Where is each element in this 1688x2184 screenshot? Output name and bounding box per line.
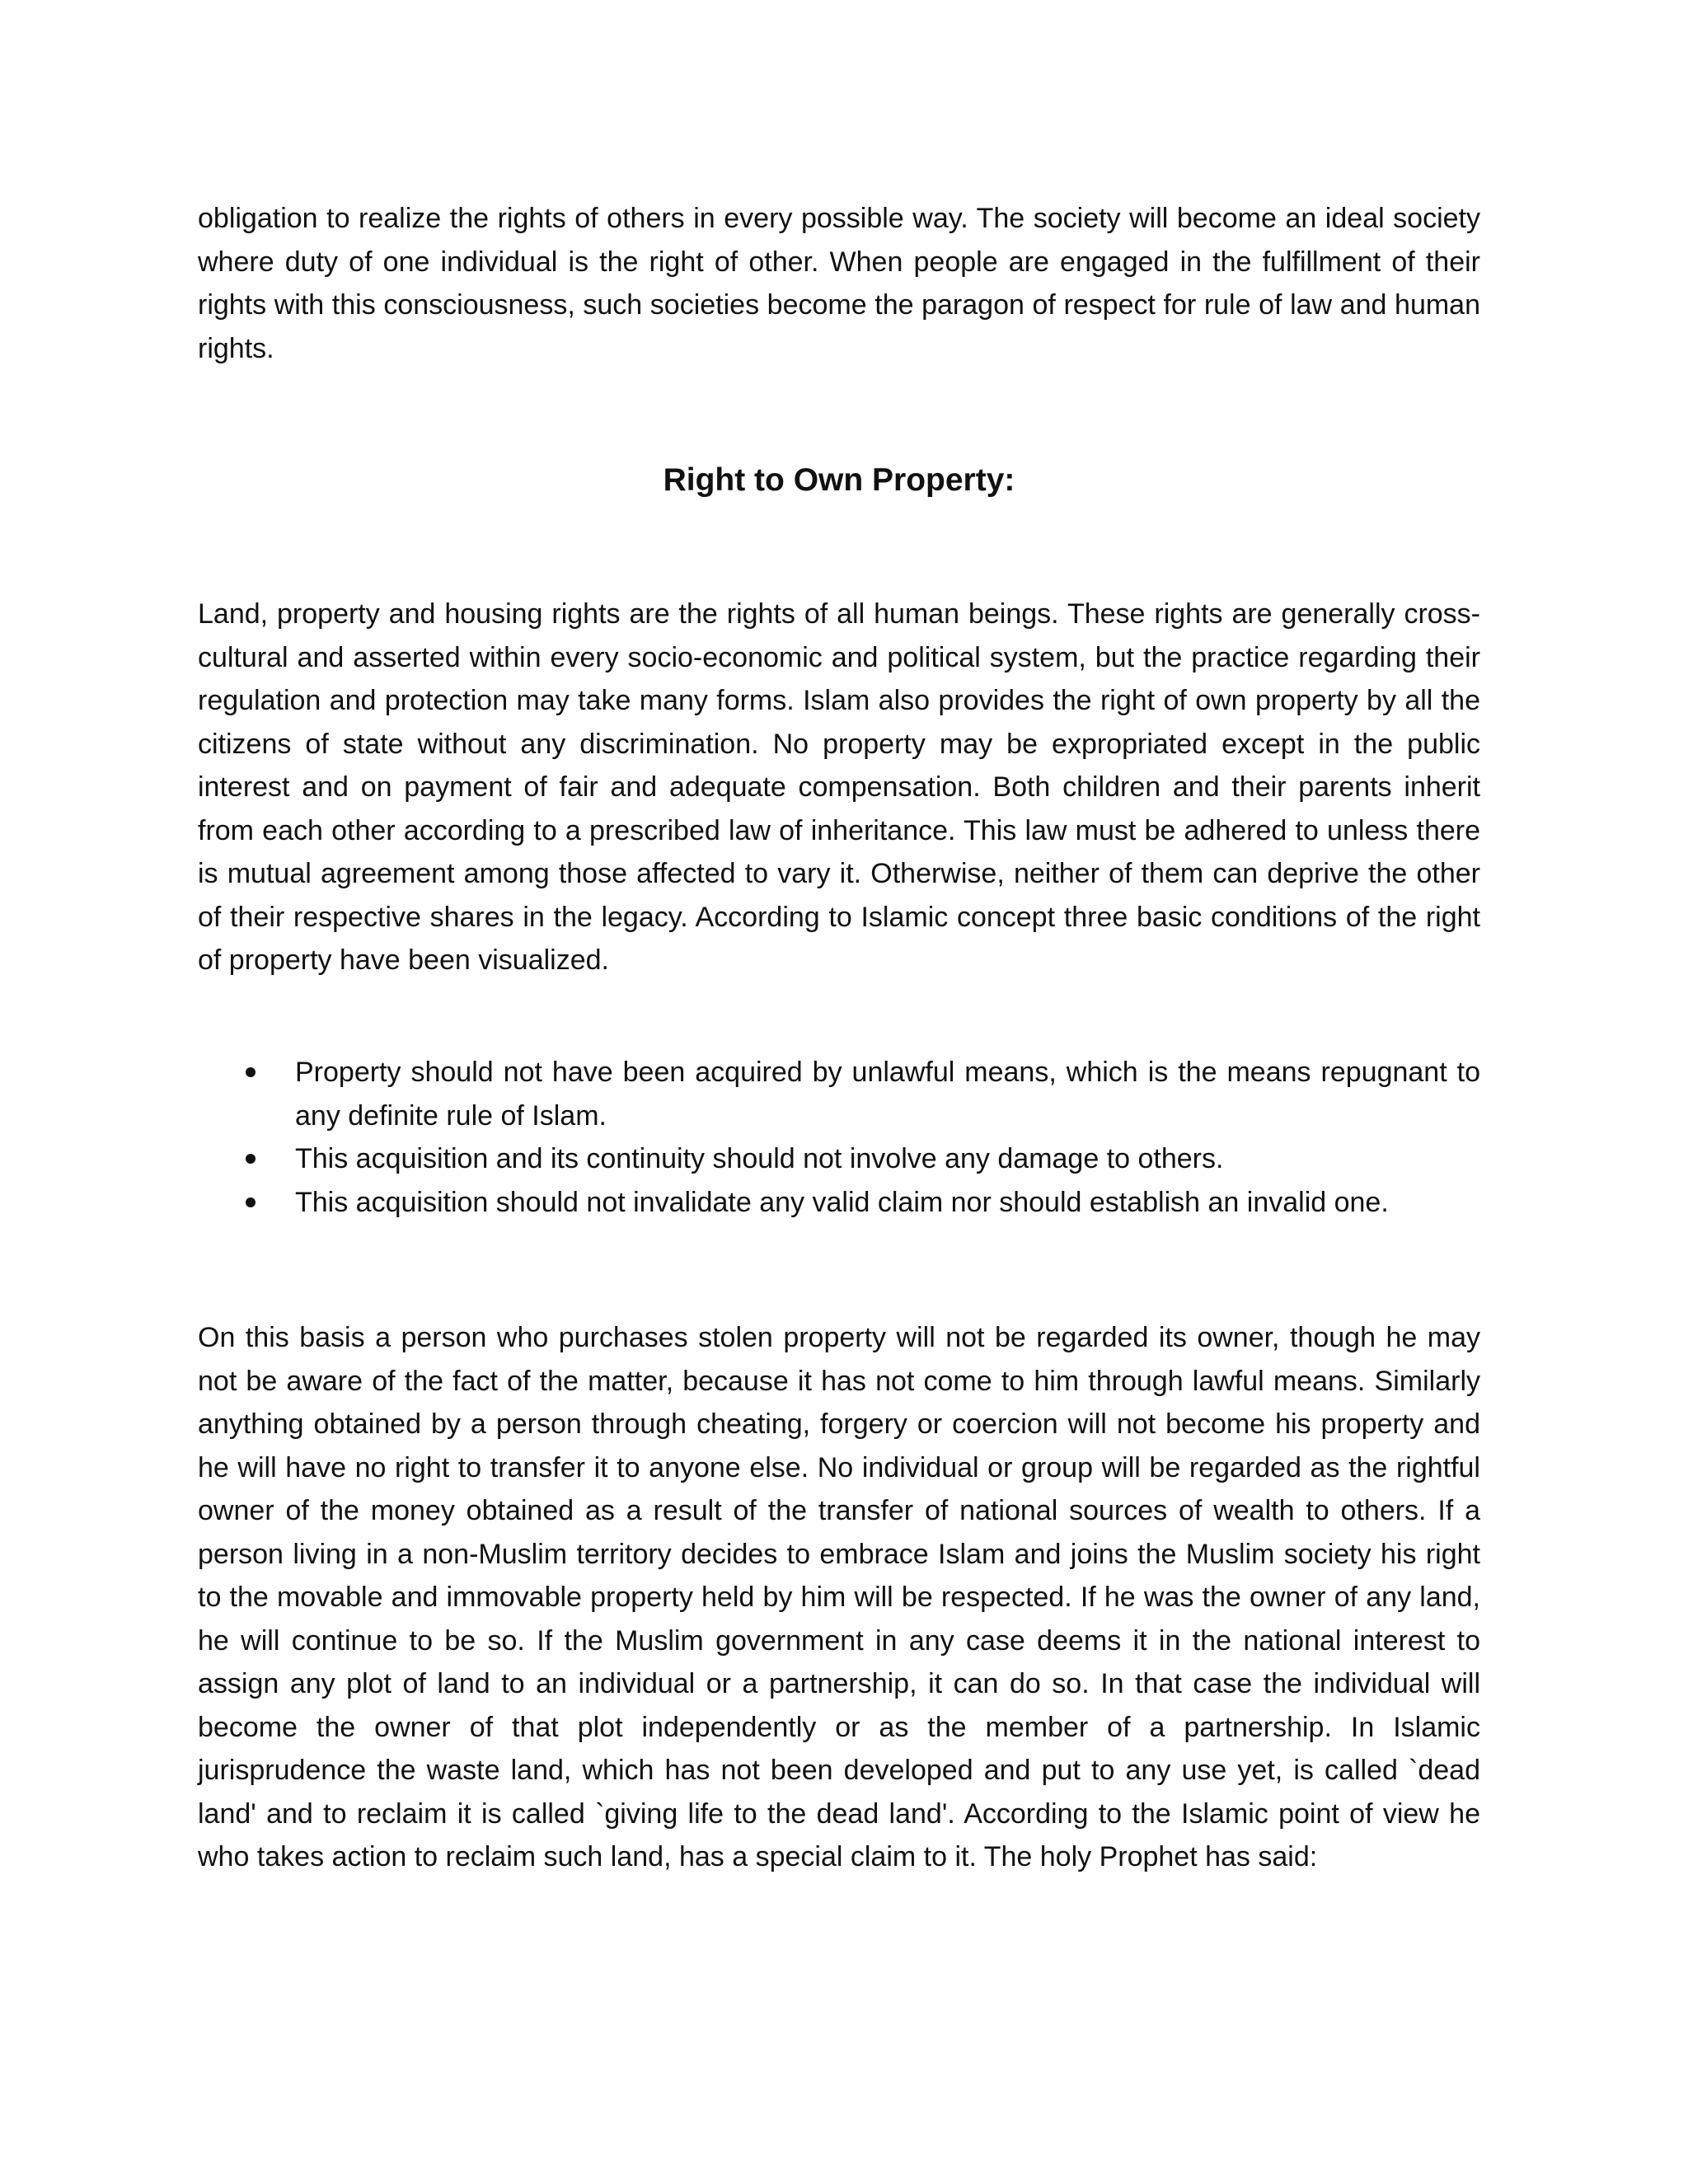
land-property-paragraph: Land, property and housing rights are the rights of all human beings. These rights are generally cross-cultural and asserted within every socio-economic and political system, but the practice regarding their regulation and protection may take many forms. Islam also provides the right of own property by all the citizens of state without any discrimination. No property may be expropriated except in the public interest and on payment of fair and adequate compensation. Both children and their parents inherit from each other according to a prescribed law of inheritance. This law must be adhered to unless there is mutual agreement among those affected to vary it. Otherwise, neither of them can deprive the other of their respective shares in the legacy. According to Islamic concept three basic conditions of the right of property have been visualized. — [198, 598, 1480, 976]
conditions-list — [198, 1051, 1480, 1224]
list-item — [198, 1137, 1480, 1181]
section-heading: Right to Own Property: — [663, 462, 1015, 498]
list-item — [198, 1051, 1480, 1137]
intro-paragraph: obligation to realize the rights of others in every possible way. The society will become an ideal society where duty of one individual is the right of other. When people are engaged in the fulfillment of their rights with this consciousness, such societies become the paragon of respect for rule of law and human rights. — [198, 203, 1480, 364]
list-item-text: This acquisition and its continuity should not involve any damage to others. — [295, 1143, 1224, 1174]
basis-paragraph: On this basis a person who purchases stolen property will not be regarded its owner, though he may not be aware of the fact of the matter, because it has not come to him through lawful means. Similarly anything obtained by a person through cheating, forgery or coercion will not become his property and he will have no right to transfer it to anyone else. No individual or group will be regarded as the rightful owner of the money obtained as a result of the transfer of national sources of wealth to others. If a person living in a non-Muslim territory decides to embrace Islam and joins the Muslim society his right to the movable and immovable property held by him will be respected. If he was the owner of any land, he will continue to be so. If the Muslim government in any case deems it in the national interest to assign any plot of land to an individual or a partnership, it can do so. In that case the individual will become the owner of that plot independently or as the member of a partnership. In Islamic jurisprudence the waste land, which has not been developed and put to any use yet, is called `dead land' and to reclaim it is called `giving life to the dead land'. According to the Islamic point of view he who takes action to reclaim such land, has a special claim to it. The holy Prophet has said: — [198, 1322, 1480, 1872]
list-item-text: This acquisition should not invalidate any valid claim nor should establish an invalid one. — [295, 1186, 1389, 1218]
bullet-icon — [246, 1067, 256, 1077]
bullet-icon — [246, 1154, 256, 1164]
bullet-icon — [246, 1197, 256, 1207]
list-item — [198, 1181, 1480, 1225]
list-item-text: Property should not have been acquired by unlawful means, which is the means repugnant to any definite rule of Islam. — [295, 1057, 1480, 1132]
